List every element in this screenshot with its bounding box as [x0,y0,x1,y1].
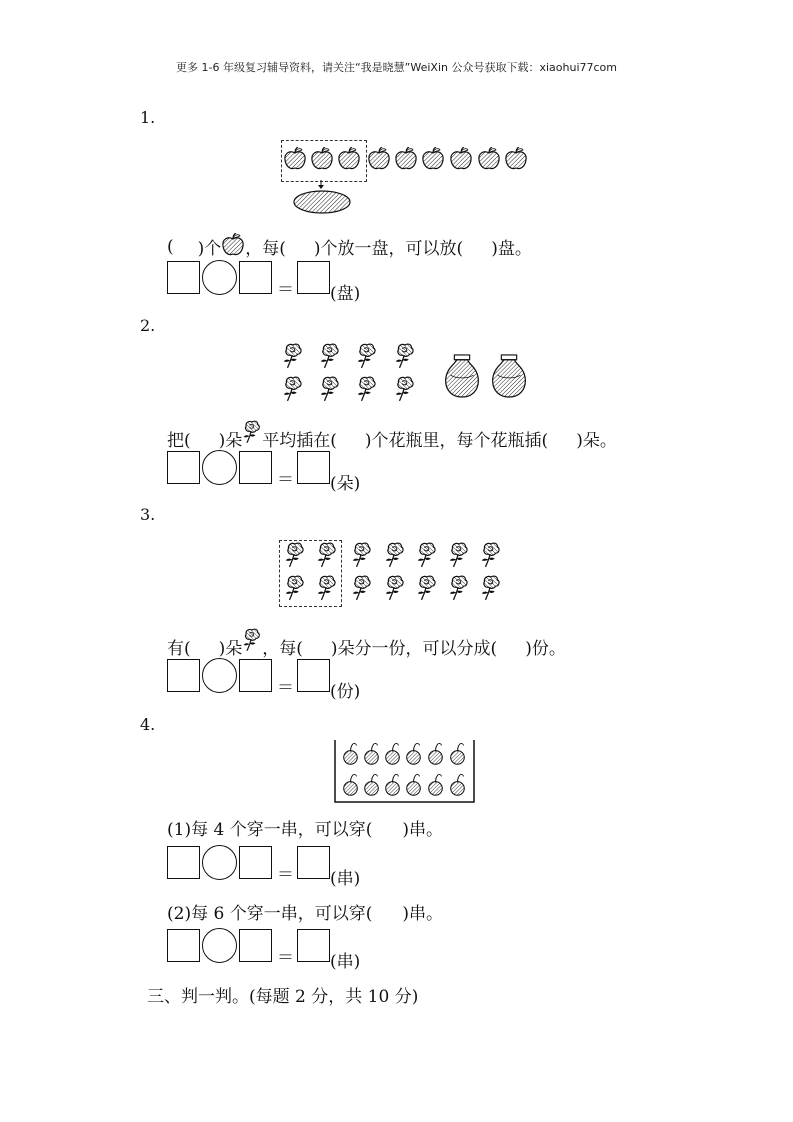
q4-sub2-sentence: (2)每 6 个穿一串，可以穿( )串。 [167,904,443,924]
flower-icon [358,377,375,401]
flower-icon [358,344,375,368]
apple-icon [479,147,499,169]
q1-sentence: ( )个 ，每( )个放一盘，可以放( )盘。 [167,233,532,259]
question-4-number: 4. [140,715,156,734]
equals-sign: ＝ [277,948,294,968]
q3-equation [167,659,387,702]
apple-icon [285,147,305,169]
flower-icon [321,377,338,401]
flower-icon [482,576,499,600]
cherry-icon [451,743,465,764]
flower-icon [396,377,413,401]
result-box[interactable] [297,659,330,692]
q4-cherry-box [334,740,476,804]
cherry-icon [429,774,443,795]
flower-icon [353,543,370,567]
answer-box[interactable] [167,451,200,484]
flower-icon [396,344,413,368]
answer-box[interactable] [167,846,200,879]
answer-box[interactable] [167,659,200,692]
q4-sub1-equation [167,846,387,889]
apple-icon [396,147,416,169]
q4-sub2-equation [167,929,387,972]
q4-sub1-sentence: (1)每 4 个穿一串，可以穿( )串。 [167,820,443,840]
q2-sentence: 把( )朵 平均插在( )个花瓶里，每个花瓶插( )朵。 [167,423,617,451]
q1-unit: (盘) [330,284,361,304]
q2-unit: (朵) [330,474,361,494]
answer-box[interactable] [167,929,200,962]
apple-icon [451,147,471,169]
flower-icon [242,631,262,657]
vase-icon [493,355,526,397]
flower-icon [386,543,403,567]
cherry-icon [344,774,358,795]
result-box[interactable] [297,929,330,962]
q2-flowers-and-vases [282,343,532,409]
flower-icon [284,344,301,368]
cherry-icon [365,774,379,795]
flower-icon [284,377,301,401]
apple-icon [506,147,526,169]
answer-box[interactable] [239,659,272,692]
cherry-icon [344,743,358,764]
flower-icon [450,543,467,567]
operator-circle[interactable] [202,845,237,880]
q4-sub2-unit: (串) [330,952,361,972]
cherry-icon [429,743,443,764]
q3-unit: (份) [330,682,361,702]
flower-icon [418,543,435,567]
apple-icon [221,233,245,257]
equals-sign: ＝ [277,470,294,490]
apple-icon [312,147,332,169]
question-1-number: 1. [140,108,156,127]
answer-box[interactable] [239,846,272,879]
flower-icon [321,344,338,368]
operator-circle[interactable] [202,658,237,693]
flower-icon [318,576,335,600]
apple-icon [423,147,443,169]
result-box[interactable] [297,261,330,294]
result-box[interactable] [297,846,330,879]
equals-sign: ＝ [277,678,294,698]
question-2-number: 2. [140,316,156,335]
result-box[interactable] [297,451,330,484]
equals-sign: ＝ [277,280,294,300]
q2-equation [167,451,387,494]
vase-icon [446,355,479,397]
flower-icon [482,543,499,567]
answer-box[interactable] [239,261,272,294]
flower-icon [318,543,335,567]
answer-box[interactable] [239,929,272,962]
flower-icon [286,576,303,600]
q3-flowers [284,542,534,606]
cherry-icon [386,774,400,795]
flower-icon [353,576,370,600]
q4-sub1-unit: (串) [330,869,361,889]
operator-circle[interactable] [202,450,237,485]
q1-equation [167,261,387,304]
cherry-icon [407,743,421,764]
flower-icon [242,423,262,449]
q1-apples [283,145,533,175]
flower-icon [386,576,403,600]
cherry-icon [451,774,465,795]
flower-icon [286,543,303,567]
cherry-icon [386,743,400,764]
operator-circle[interactable] [202,260,237,295]
flower-icon [450,576,467,600]
answer-box[interactable] [239,451,272,484]
question-3-number: 3. [140,505,156,524]
equals-sign: ＝ [277,865,294,885]
section-3-title: 三、判一判。(每题 2 分，共 10 分) [147,987,419,1007]
q3-sentence: 有( )朵 ，每( )朵分一份，可以分成( )份。 [167,631,566,659]
page-header: 更多 1-6 年级复习辅导资料，请关注“我是晓慧”WeiXin 公众号获取下载：xiaohui77com [176,61,617,74]
plate-icon [293,180,355,216]
flower-icon [418,576,435,600]
answer-box[interactable] [167,261,200,294]
apple-icon [369,147,389,169]
cherry-icon [407,774,421,795]
apple-icon [339,147,359,169]
operator-circle[interactable] [202,928,237,963]
cherry-icon [365,743,379,764]
